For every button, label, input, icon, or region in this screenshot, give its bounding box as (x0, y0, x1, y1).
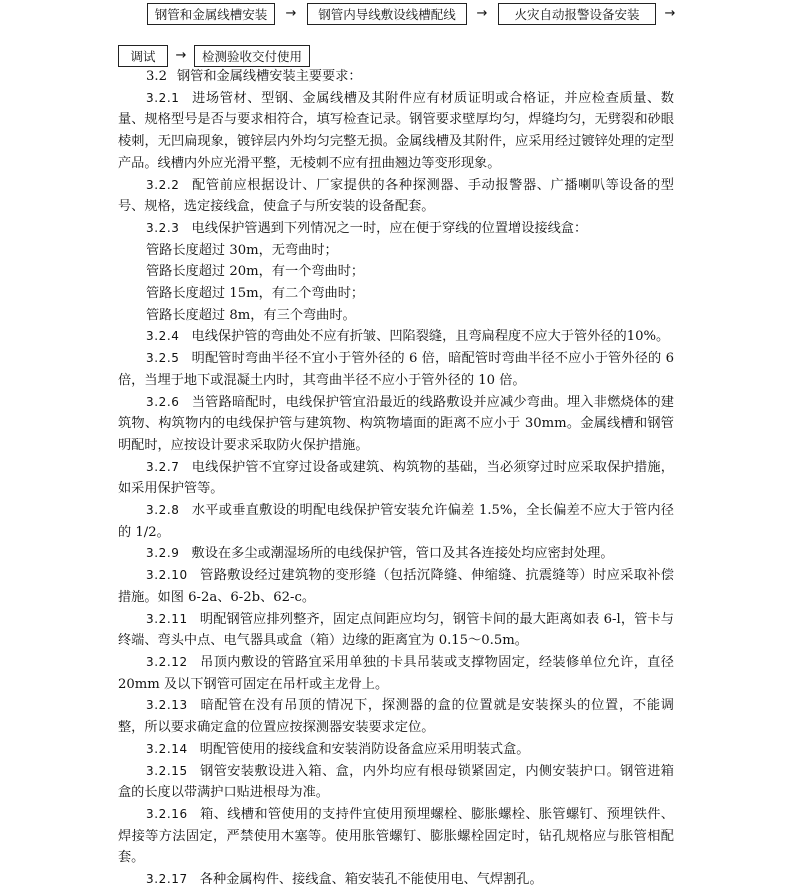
flow-step-alarm-install: 火灾自动报警设备安装 (498, 3, 656, 25)
flow-arrow-icon: → (175, 48, 187, 63)
clause (118, 457, 674, 500)
clause (118, 739, 674, 761)
clause-text: 吊顶内敷设的管路宜采用单独的卡具吊装或支撑物固定，经装修单位允许，直径 20mm 及以下钢管可固定在吊杆或主龙骨上。 (118, 654, 674, 692)
section-number: 3.2 (146, 69, 167, 84)
clause-number: 3.2.11 (146, 611, 188, 626)
clause-number: 3.2.10 (146, 568, 188, 583)
flow-step-conduit-install: 钢管和金属线槽安装 (147, 3, 275, 25)
clause-number: 3.2.6 (146, 394, 180, 409)
clause-text: 当管路暗配时，电线保护管宜沿最近的线路敷设并应减少弯曲。埋入非燃烧体的建筑物、构筑物内的电线保护管与建筑物、构筑物墙面的距离不应小于 30mm。金属线槽和钢管明配时，应按设计要求采取防火保护措施。 (118, 394, 674, 453)
clause (118, 609, 674, 652)
clause (118, 652, 674, 695)
clause-number: 3.2.13 (146, 698, 188, 713)
condition-item: 管路长度超过 20m，有一个弯曲时； (146, 264, 365, 280)
clause-text: 进场管材、型钢、金属线槽及其附件应有材质证明或合格证，并应检查质量、数量、规格型号是否与要求相符合，填写检查记录。钢管要求壁厚均匀，焊缝均匀，无劈裂和砂眼棱刺，无凹扁现象，镀锌层内外均匀完整无损。金属线槽及其附件，应采用经过镀锌处理的定型产品。线槽内外应光滑平整，无棱刺不应有扭曲翘边等变形现象。 (118, 90, 674, 171)
clause-text: 钢管安装敷设进入箱、盒，内外均应有根母锁紧固定，内侧安装护口。钢管进箱盒的长度以带满护口贴进根母为准。 (118, 763, 674, 801)
clause (118, 88, 674, 175)
clause-number: 3.2.8 (146, 503, 180, 518)
clause-text: 管路敷设经过建筑物的变形缝（包括沉降缝、伸缩缝、抗震缝等）时应采取补偿措施。如图 6-2a、6-2b、62-c。 (118, 568, 674, 605)
clause-text: 明配管时弯曲半径不宜小于管外径的 6 倍，暗配管时弯曲半径不应小于管外径的 6 倍，当埋于地下或混凝土内时，其弯曲半径不应小于管外径的 10 倍。 (118, 351, 674, 388)
flow-arrow-icon: → (476, 6, 488, 21)
clause-text: 敷设在多尘或潮湿场所的电线保护管，管口及其各连接处均应密封处理。 (191, 546, 614, 562)
clause-text: 水平或垂直敷设的明配电线保护管安装允许偏差 1.5%，全长偏差不应大于管内径的 1/2。 (118, 503, 674, 540)
clause (118, 804, 674, 869)
clause (118, 218, 674, 240)
clause-number: 3.2.16 (146, 806, 188, 821)
clause-text: 配管前应根据设计、厂家提供的各种探测器、手动报警器、广播喇叭等设备的型号、规格，选定接线盒，使盒子与所安装的设备配套。 (118, 177, 674, 215)
clause (118, 869, 674, 891)
clause (118, 695, 674, 738)
clause-number: 3.2.17 (146, 872, 188, 887)
flow-step-debug: 调试 (118, 45, 168, 67)
clause (118, 543, 674, 565)
clause-text: 电线保护管不宜穿过设备或建筑、构筑物的基础，当必须穿过时应采取保护措施，如采用保护管等。 (118, 459, 674, 497)
clause-text: 箱、线槽和管使用的支持件宜使用预埋螺栓、膨胀螺栓、胀管螺钉、预埋铁件、焊接等方法固定，严禁使用木塞等。使用胀管螺钉、膨胀螺栓固定时，钻孔规格应与胀管相配套。 (118, 806, 674, 866)
clause-text: 各种金属构件、接线盒、箱安装孔不能使用电、气焊割孔。 (199, 872, 543, 888)
clause-number: 3.2.1 (146, 90, 180, 105)
condition-item: 管路长度超过 30m，无弯曲时； (146, 242, 338, 258)
clause (118, 392, 674, 457)
clause-text: 明配钢管应排列整齐，固定点间距应均匀，钢管卡间的最大距离如表 6-l，管卡与终端、弯头中点、电气器具或盒（箱）边缘的距离宜为 0.15～0.5m。 (118, 611, 674, 649)
clause-number: 3.2.14 (146, 741, 188, 756)
clause-text: 暗配管在没有吊顶的情况下，探测器的盒的位置就是安装探头的位置，不能调整，所以要求确定盒的位置应按探测器安装要求定位。 (118, 698, 674, 736)
clause-number: 3.2.12 (146, 654, 188, 669)
clause-text: 明配管使用的接线盒和安装消防设备盒应采用明装式盒。 (199, 741, 530, 757)
flow-step-wire-laying: 钢管内导线敷设线槽配线 (307, 3, 467, 25)
condition-item: 管路长度超过 15m，有二个弯曲时； (146, 286, 365, 302)
clause-text: 电线保护管遇到下列情况之一时，应在便于穿线的位置增设接线盒： (191, 220, 588, 236)
clause-number: 3.2.4 (146, 329, 180, 344)
clause-number: 3.2.5 (146, 351, 180, 366)
clause (118, 175, 674, 218)
clause-text: 电线保护管的弯曲处不应有折皱、凹陷裂缝，且弯扁程度不应大于管外径的10%。 (191, 329, 670, 345)
section-title: 钢管和金属线槽安装主要要求： (176, 69, 362, 84)
clause-number: 3.2.7 (146, 459, 180, 474)
clause-number: 3.2.3 (146, 220, 180, 235)
flow-arrow-icon: → (664, 6, 676, 21)
clause (118, 348, 674, 391)
clause-number: 3.2.15 (146, 763, 188, 778)
condition-item: 管路长度超过 8m，有三个弯曲时。 (146, 307, 356, 323)
flow-step-acceptance: 检测验收交付使用 (194, 45, 310, 67)
section-heading (118, 66, 674, 88)
document-body (118, 66, 674, 891)
clause (118, 565, 674, 608)
flow-arrow-icon: → (285, 6, 297, 21)
clause (118, 761, 674, 804)
clause (118, 500, 674, 543)
clause-number: 3.2.9 (146, 546, 180, 561)
clause (118, 326, 674, 348)
clause-number: 3.2.2 (146, 177, 180, 192)
